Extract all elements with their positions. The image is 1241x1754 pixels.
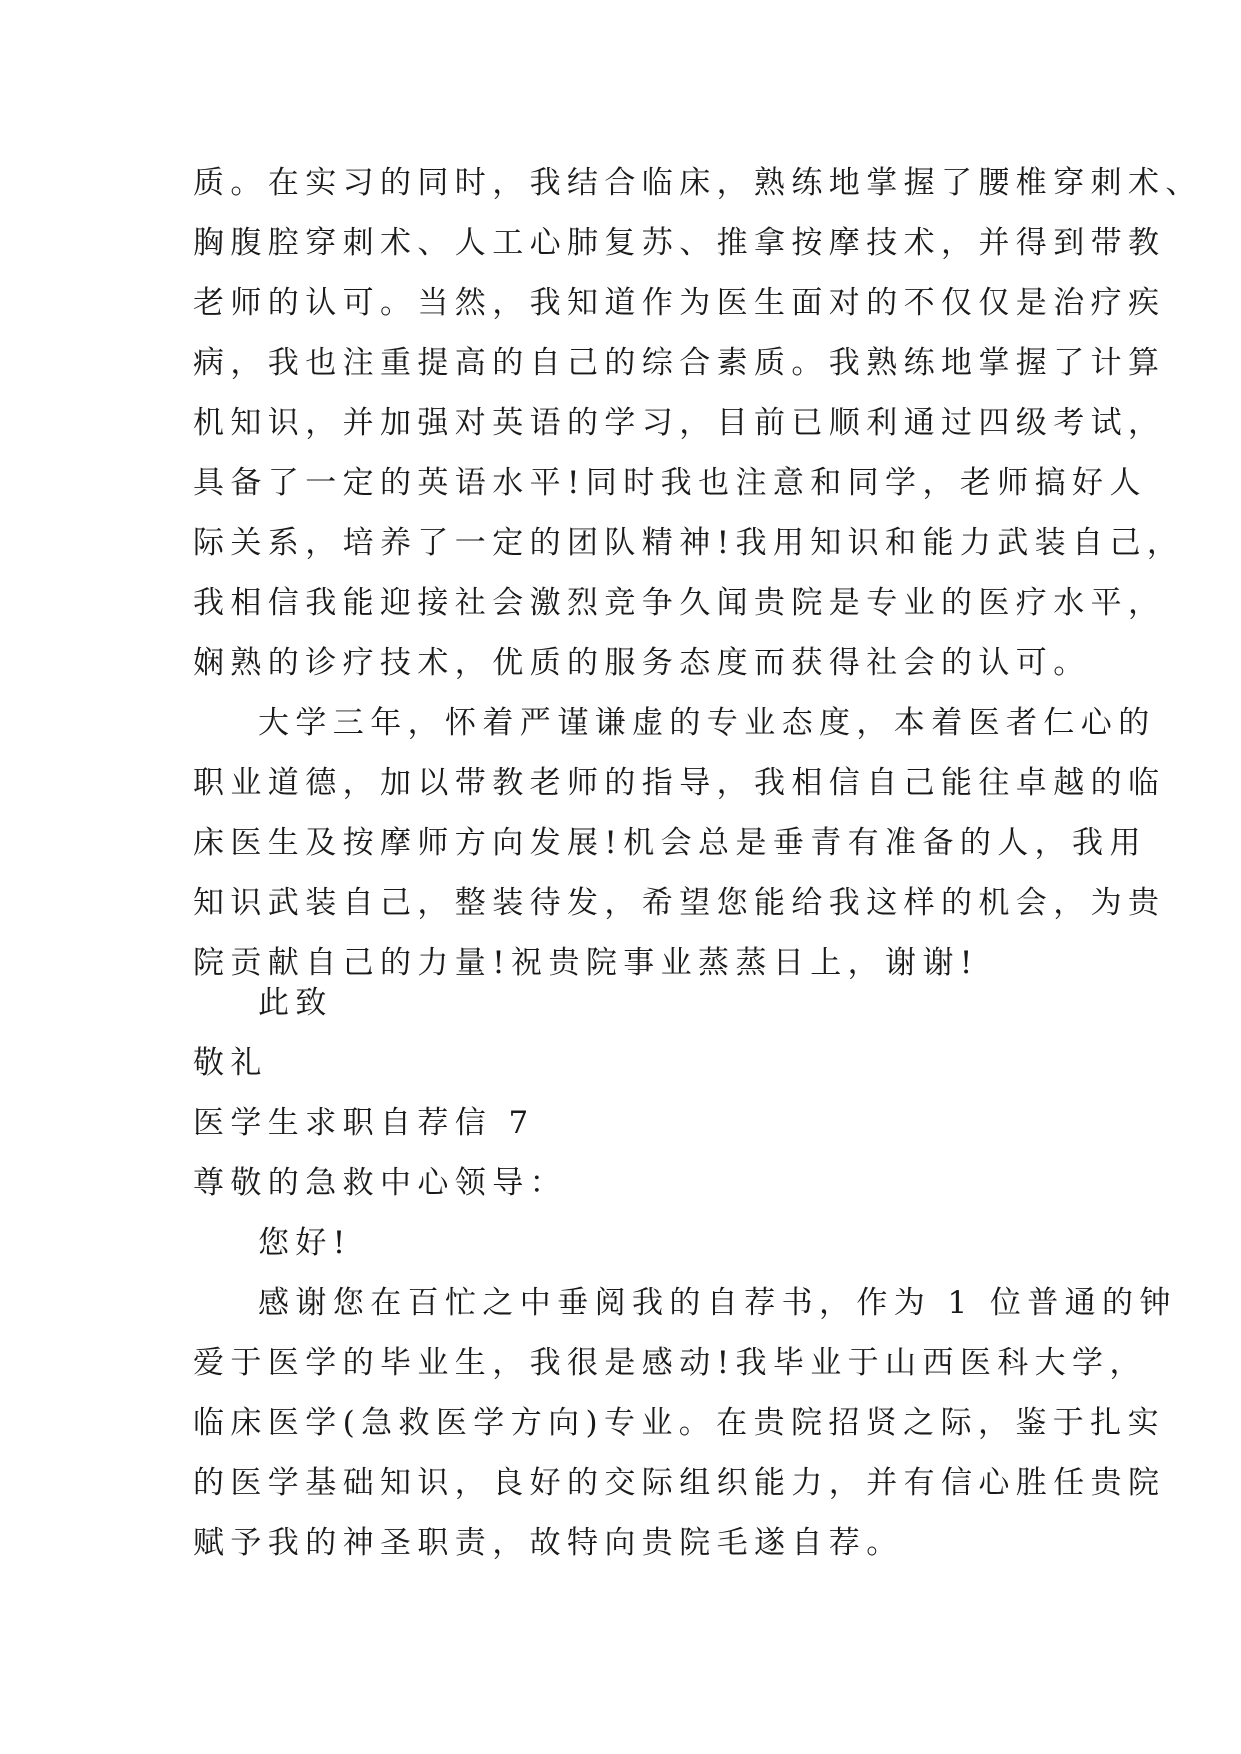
text-line: 院贡献自己的力量!祝贵院事业蒸蒸日上，谢谢! xyxy=(193,945,979,981)
text-line: 病，我也注重提高的自己的综合素质。我熟练地掌握了计算 xyxy=(193,345,1166,381)
text-line: 临床医学(急救医学方向)专业。在贵院招贤之际，鉴于扎实 xyxy=(193,1405,1165,1441)
paragraph-start-line: 大学三年，怀着严谨谦虚的专业态度，本着医者仁心的 xyxy=(258,705,1156,741)
text-line: 具备了一定的英语水平!同时我也注意和同学，老师搞好人 xyxy=(193,465,1147,501)
text-line: 质。在实习的同时，我结合临床，熟练地掌握了腰椎穿刺术、 xyxy=(193,165,1203,201)
text-line: 知识武装自己，整装待发，希望您能给我这样的机会，为贵 xyxy=(193,885,1166,921)
text-line: 我相信我能迎接社会激烈竞争久闻贵院是专业的医疗水平， xyxy=(193,585,1166,621)
text-line: 爱于医学的毕业生，我很是感动!我毕业于山西医科大学， xyxy=(193,1345,1147,1381)
letter-addressee: 尊敬的急救中心领导： xyxy=(193,1165,567,1201)
text-line: 际关系，培养了一定的团队精神!我用知识和能力武装自己， xyxy=(193,525,1185,561)
section-title: 医学生求职自荐信 7 xyxy=(193,1105,535,1141)
closing-regards: 敬礼 xyxy=(193,1045,268,1081)
text-line: 职业道德，加以带教老师的指导，我相信自己能往卓越的临 xyxy=(193,765,1166,801)
text-line: 床医生及按摩师方向发展!机会总是垂青有准备的人，我用 xyxy=(193,825,1147,861)
paragraph-start-line: 感谢您在百忙之中垂阅我的自荐书，作为 1 位普通的钟 xyxy=(258,1285,1177,1321)
text-line: 赋予我的神圣职责，故特向贵院毛遂自荐。 xyxy=(193,1525,904,1561)
closing-salutation: 此致 xyxy=(258,985,333,1021)
text-line: 胸腹腔穿刺术、人工心肺复苏、推拿按摩技术，并得到带教 xyxy=(193,225,1166,261)
text-line: 机知识，并加强对英语的学习，目前已顺利通过四级考试， xyxy=(193,405,1166,441)
text-line: 的医学基础知识，良好的交际组织能力，并有信心胜任贵院 xyxy=(193,1465,1166,1501)
text-line: 娴熟的诊疗技术，优质的服务态度而获得社会的认可。 xyxy=(193,645,1091,681)
greeting: 您好! xyxy=(258,1225,352,1261)
text-line: 老师的认可。当然，我知道作为医生面对的不仅仅是治疗疾 xyxy=(193,285,1166,321)
